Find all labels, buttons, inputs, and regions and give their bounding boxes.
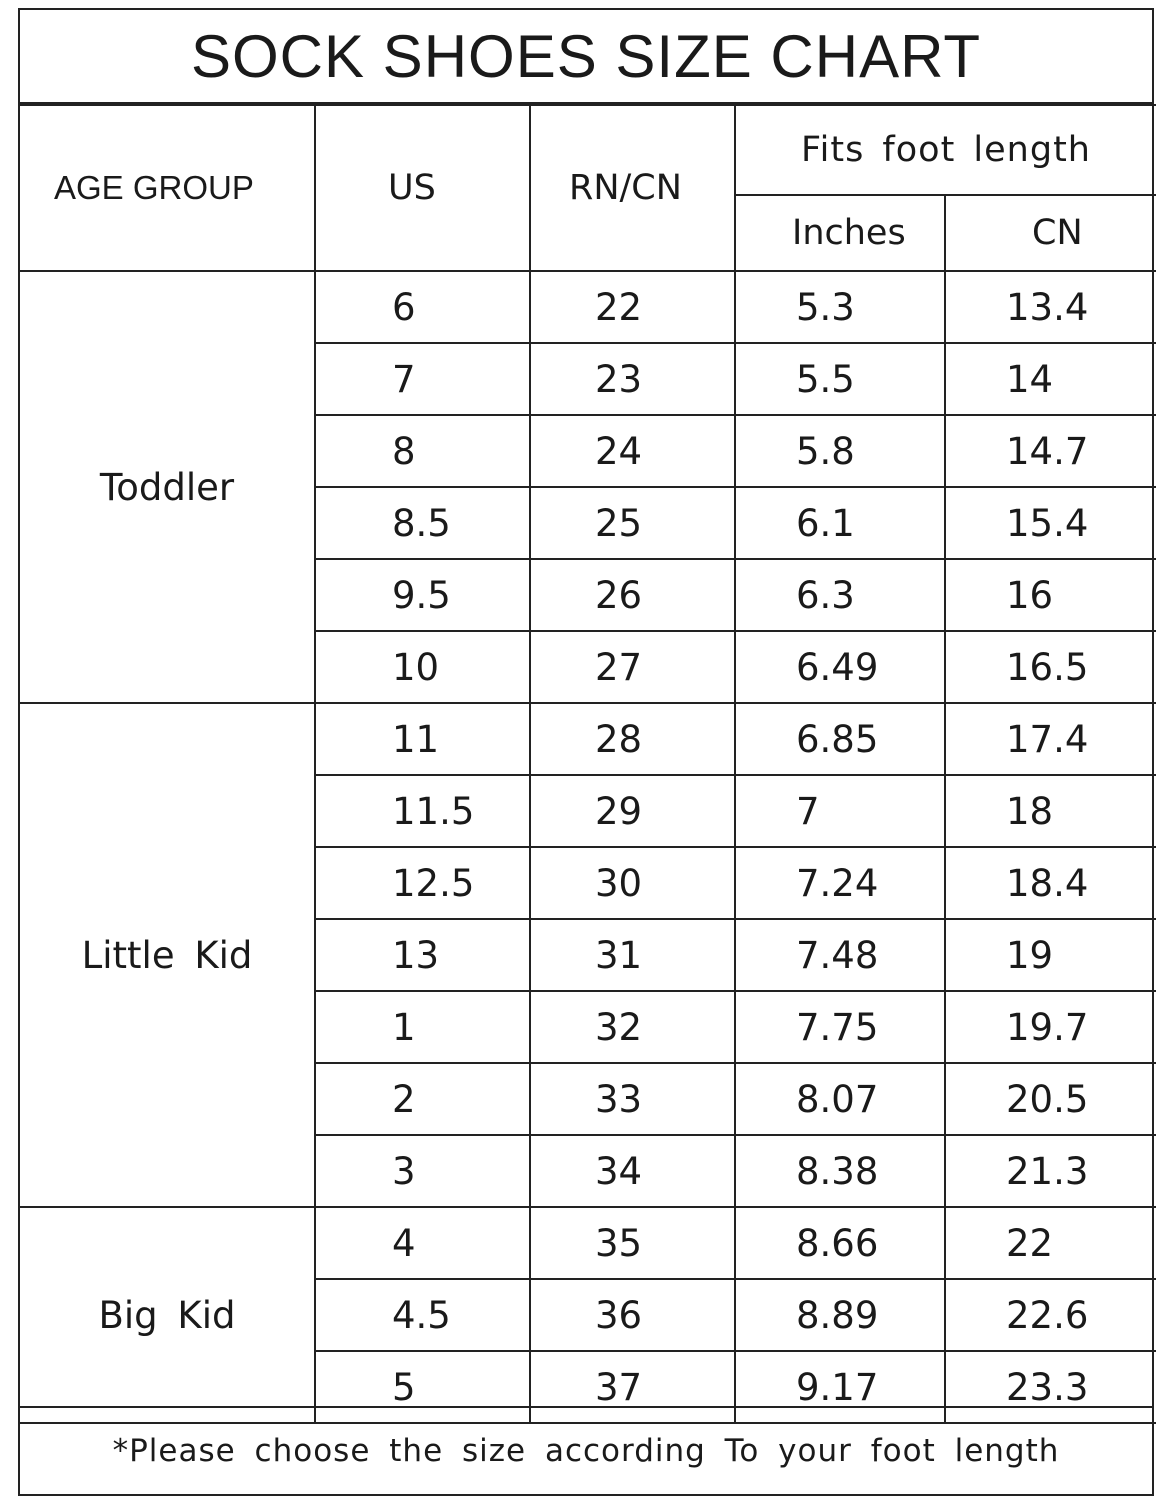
cn-length-cell: 15.4 (945, 487, 1156, 559)
rn-cn-size-cell: 35 (530, 1207, 735, 1279)
cn-length-cell: 23.3 (945, 1351, 1156, 1423)
footer-note: *Please choose the size according To your foot length (20, 1406, 1152, 1494)
rn-cn-size-cell: 37 (530, 1351, 735, 1423)
inches-cell: 7.24 (735, 847, 945, 919)
header-fits-foot-length: Fits foot length (735, 105, 1156, 195)
inches-cell: 7 (735, 775, 945, 847)
header-age-group: AGE GROUP (20, 105, 315, 271)
inches-cell: 7.48 (735, 919, 945, 991)
table-body (20, 271, 1156, 1423)
table-row (20, 1207, 1156, 1279)
inches-cell: 5.8 (735, 415, 945, 487)
rn-cn-size-cell: 29 (530, 775, 735, 847)
us-size-cell: 6 (315, 271, 530, 343)
cn-length-cell: 14 (945, 343, 1156, 415)
inches-cell: 5.5 (735, 343, 945, 415)
us-size-cell: 2 (315, 1063, 530, 1135)
cn-length-cell: 16.5 (945, 631, 1156, 703)
header-us: US (315, 105, 530, 271)
rn-cn-size-cell: 26 (530, 559, 735, 631)
header-cn: CN (945, 195, 1156, 271)
inches-cell: 9.17 (735, 1351, 945, 1423)
inches-cell: 7.75 (735, 991, 945, 1063)
inches-cell: 6.1 (735, 487, 945, 559)
cn-length-cell: 16 (945, 559, 1156, 631)
us-size-cell: 13 (315, 919, 530, 991)
header-rn-cn: RN/CN (530, 105, 735, 271)
us-size-cell: 8.5 (315, 487, 530, 559)
cn-length-cell: 18.4 (945, 847, 1156, 919)
age-group-label: Toddler (20, 271, 315, 703)
size-table (20, 104, 1156, 1424)
cn-length-cell: 20.5 (945, 1063, 1156, 1135)
rn-cn-size-cell: 32 (530, 991, 735, 1063)
cn-length-cell: 14.7 (945, 415, 1156, 487)
cn-length-cell: 18 (945, 775, 1156, 847)
rn-cn-size-cell: 27 (530, 631, 735, 703)
us-size-cell: 8 (315, 415, 530, 487)
rn-cn-size-cell: 30 (530, 847, 735, 919)
header-inches: Inches (735, 195, 945, 271)
rn-cn-size-cell: 23 (530, 343, 735, 415)
us-size-cell: 11.5 (315, 775, 530, 847)
us-size-cell: 1 (315, 991, 530, 1063)
inches-cell: 6.3 (735, 559, 945, 631)
cn-length-cell: 21.3 (945, 1135, 1156, 1207)
us-size-cell: 9.5 (315, 559, 530, 631)
us-size-cell: 11 (315, 703, 530, 775)
inches-cell: 5.3 (735, 271, 945, 343)
rn-cn-size-cell: 31 (530, 919, 735, 991)
inches-cell: 8.89 (735, 1279, 945, 1351)
size-chart-sheet (18, 8, 1154, 1496)
cn-length-cell: 17.4 (945, 703, 1156, 775)
table-row (20, 271, 1156, 343)
inches-cell: 8.38 (735, 1135, 945, 1207)
us-size-cell: 10 (315, 631, 530, 703)
rn-cn-size-cell: 25 (530, 487, 735, 559)
us-size-cell: 4.5 (315, 1279, 530, 1351)
cn-length-cell: 19 (945, 919, 1156, 991)
cn-length-cell: 22.6 (945, 1279, 1156, 1351)
rn-cn-size-cell: 33 (530, 1063, 735, 1135)
inches-cell: 6.49 (735, 631, 945, 703)
inches-cell: 8.07 (735, 1063, 945, 1135)
us-size-cell: 7 (315, 343, 530, 415)
us-size-cell: 5 (315, 1351, 530, 1423)
age-group-label: Big Kid (20, 1207, 315, 1423)
rn-cn-size-cell: 22 (530, 271, 735, 343)
us-size-cell: 4 (315, 1207, 530, 1279)
cn-length-cell: 22 (945, 1207, 1156, 1279)
inches-cell: 6.85 (735, 703, 945, 775)
us-size-cell: 12.5 (315, 847, 530, 919)
table-row (20, 703, 1156, 775)
age-group-label: Little Kid (20, 703, 315, 1207)
us-size-cell: 3 (315, 1135, 530, 1207)
rn-cn-size-cell: 24 (530, 415, 735, 487)
cn-length-cell: 13.4 (945, 271, 1156, 343)
rn-cn-size-cell: 28 (530, 703, 735, 775)
cn-length-cell: 19.7 (945, 991, 1156, 1063)
rn-cn-size-cell: 36 (530, 1279, 735, 1351)
inches-cell: 8.66 (735, 1207, 945, 1279)
rn-cn-size-cell: 34 (530, 1135, 735, 1207)
chart-title: SOCK SHOES SIZE CHART (20, 10, 1152, 104)
